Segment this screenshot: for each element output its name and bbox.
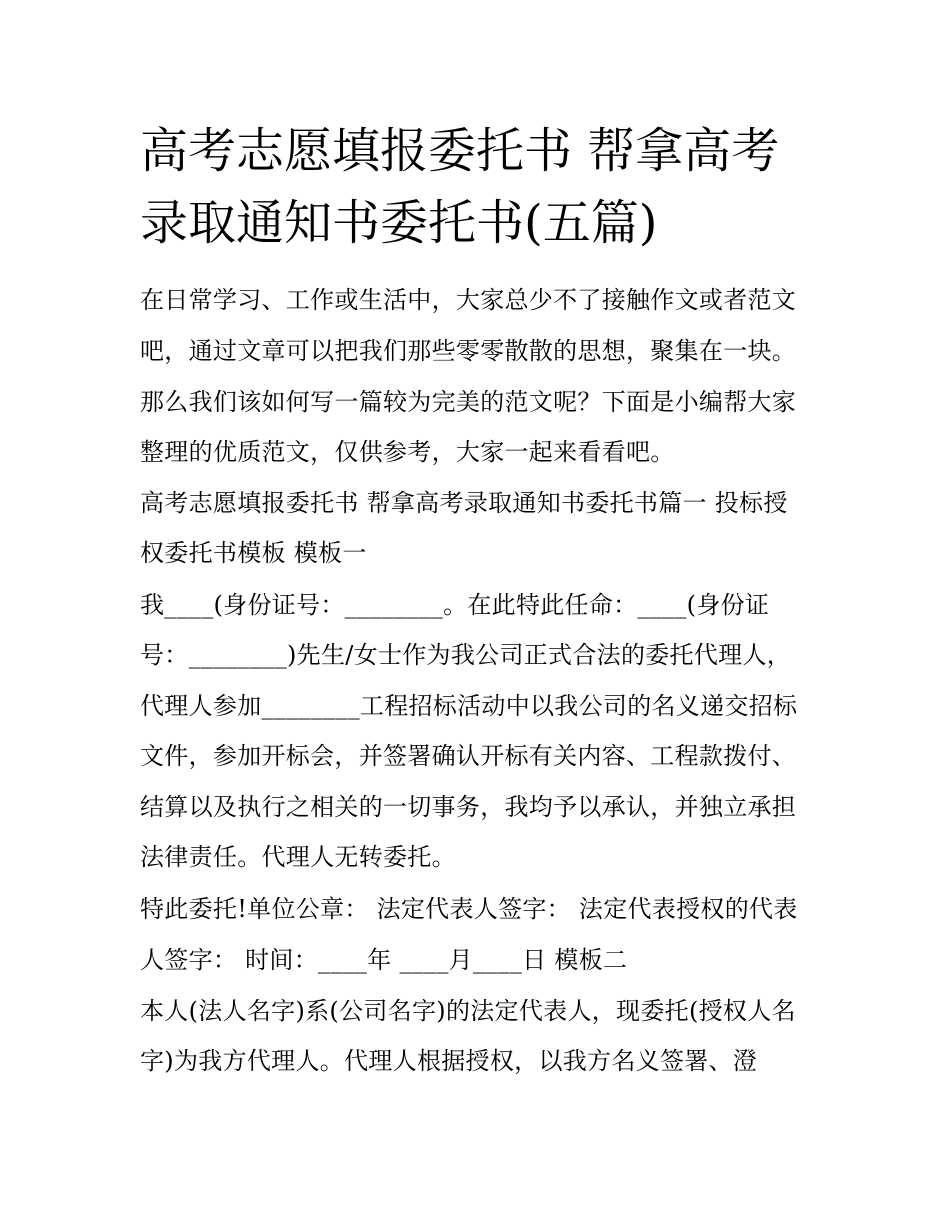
body-line: 代理人参加________工程招标活动中以我公司的名义递交招标	[140, 692, 798, 720]
body-line: 吧，通过文章可以把我们那些零零散散的思想，聚集在一块。	[140, 337, 797, 365]
body-line: 我____(身份证号：________。在此特此任命：____(身份证	[140, 591, 770, 619]
body-line: 本人(法人名字)系(公司名字)的法定代表人，现委托(授权人名	[140, 997, 796, 1025]
body-line: 那么我们该如何写一篇较为完美的范文呢？下面是小编帮大家	[140, 388, 797, 416]
body-line: 号：________)先生/女士作为我公司正式合法的委托代理人，	[140, 641, 792, 669]
body-line: 人签字： 时间：____年 ____月____日 模板二	[140, 946, 628, 974]
body-line: 特此委托!单位公章： 法定代表人签字： 法定代表授权的代表	[140, 895, 798, 923]
body-line: 结算以及执行之相关的一切事务，我均予以承认，并独立承担	[140, 793, 797, 821]
body-line: 字)为我方代理人。代理人根据授权，以我方名义签署、澄	[140, 1047, 758, 1075]
body-line: 整理的优质范文，仅供参考，大家一起来看看吧。	[140, 438, 675, 466]
body-line: 权委托书模板 模板一	[140, 539, 367, 567]
body-line: 法律责任。代理人无转委托。	[140, 843, 456, 871]
body-line: 在日常学习、工作或生活中，大家总少不了接触作文或者范文	[140, 286, 797, 314]
body-line: 高考志愿填报委托书 帮拿高考录取通知书委托书篇一 投标授	[140, 489, 788, 517]
title-line: 高考志愿填报委托书 帮拿高考	[140, 123, 780, 179]
document-title	[140, 115, 840, 259]
title-line: 录取通知书委托书(五篇)	[140, 195, 658, 251]
body-line: 文件，参加开标会，并签署确认开标有关内容、工程款拨付、	[140, 742, 797, 770]
